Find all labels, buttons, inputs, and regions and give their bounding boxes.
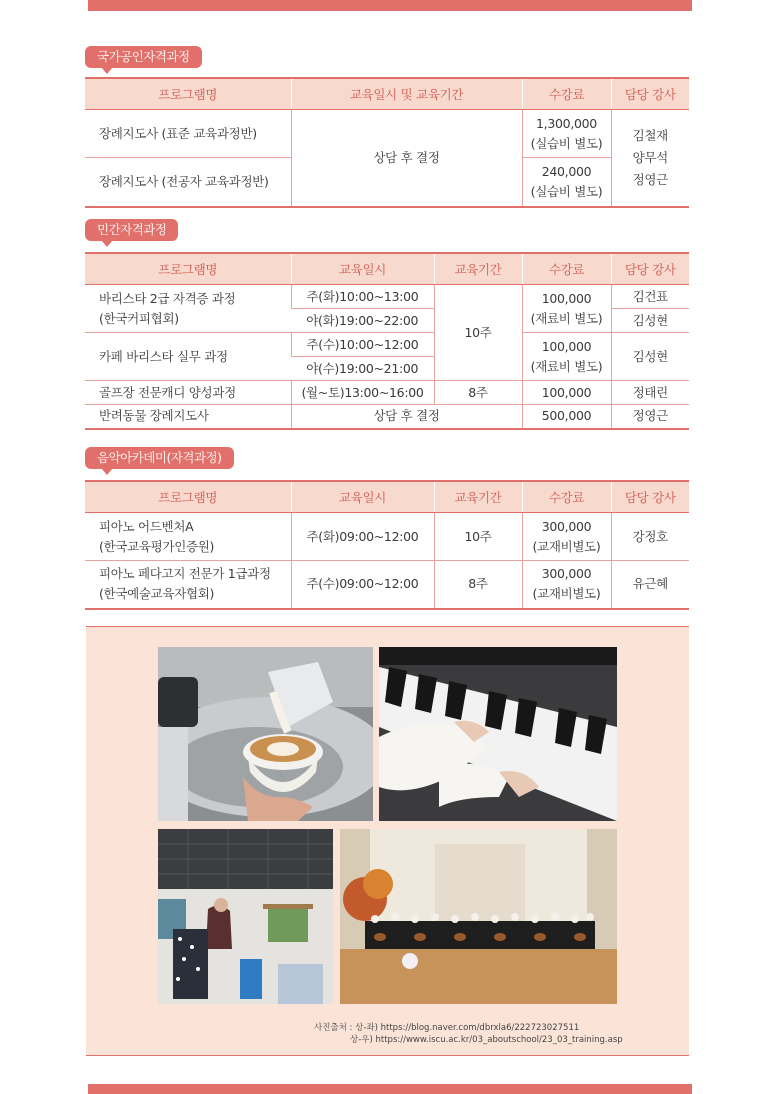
painting-class-photo: [158, 829, 333, 1004]
fee: [522, 333, 611, 381]
program-title: 피아노 페다고지 전문가 1급과정: [99, 566, 271, 582]
col-instructor: 담당 강사: [611, 253, 689, 285]
instructor-name: 김성현: [611, 309, 689, 333]
schedule: 주(화)10:00~13:00: [291, 285, 434, 309]
table-row: [85, 285, 689, 309]
top-accent-bar: [88, 0, 692, 11]
bottom-accent-bar: [88, 1084, 692, 1094]
period: 8주: [434, 561, 522, 609]
instructor-name: 김철재: [632, 127, 668, 143]
fee-note: (재료비 별도): [530, 358, 603, 374]
col-instructor: 담당 강사: [611, 481, 689, 513]
col-schedule: 교육일시: [291, 481, 434, 513]
col-schedule-period: 교육일시 및 교육기간: [291, 78, 522, 110]
schedule: (월~토)13:00~16:00: [291, 381, 434, 405]
fee: 500,000: [522, 405, 611, 429]
table-row: [85, 561, 689, 609]
schedule: 주(수)10:00~12:00: [291, 333, 434, 357]
photo-credit: [314, 1022, 623, 1046]
schedule: 야(수)19:00~21:00: [291, 357, 434, 381]
instructor-name: 정영근: [611, 405, 689, 429]
fee: 100,000: [522, 381, 611, 405]
fee: [522, 285, 611, 333]
schedule: 상담 후 결정: [291, 110, 522, 207]
program-name: [85, 561, 291, 609]
col-fee: 수강료: [522, 78, 611, 110]
program-title: 바리스타 2급 자격증 과정: [99, 290, 236, 306]
fee-note: (재료비 별도): [530, 310, 603, 326]
piano-photo: [379, 647, 617, 821]
section-tag: 민간자격과정: [85, 219, 178, 241]
instructors: [611, 110, 689, 207]
col-program-name: 프로그램명: [85, 78, 291, 110]
program-name: 반려동물 장례지도사: [85, 405, 291, 429]
schedule: 야(화)19:00~22:00: [291, 309, 434, 333]
table-row: [85, 405, 689, 429]
fee-note: (교재비별도): [532, 586, 601, 602]
program-name: 골프장 전문캐디 양성과정: [85, 381, 291, 405]
fee-amount: 300,000: [541, 566, 592, 582]
program-name: [85, 513, 291, 561]
credit-line: 상-우) https://www.iscu.ac.kr/03_aboutschool/23_03_training.asp: [350, 1035, 623, 1045]
table-row: [85, 381, 689, 405]
col-fee: 수강료: [522, 481, 611, 513]
fee: [522, 158, 611, 207]
program-org: (한국예술교육자협회): [99, 586, 215, 602]
fee-amount: 240,000: [541, 163, 592, 179]
program-table: [85, 480, 689, 610]
fee-note: (실습비 별도): [530, 183, 603, 199]
table-row: [85, 333, 689, 357]
credit-line: 사진출처 : 상-좌) https://blog.naver.com/dbrxla6/222723027511: [314, 1023, 580, 1033]
program-title: 피아노 어드벤처A: [99, 518, 194, 534]
schedule: 주(수)09:00~12:00: [291, 561, 434, 609]
table-header-row: [85, 253, 689, 285]
program-name: 카페 바리스타 실무 과정: [85, 333, 291, 381]
fee: [522, 561, 611, 609]
table-row: [85, 110, 689, 158]
instructor-name: 유근혜: [611, 561, 689, 609]
period: 8주: [434, 381, 522, 405]
instructor-name: 양무석: [632, 149, 668, 165]
fee-note: (실습비 별도): [530, 135, 603, 151]
program-table: [85, 77, 689, 208]
col-instructor: 담당 강사: [611, 78, 689, 110]
instructor-name: 김성현: [611, 333, 689, 381]
col-program-name: 프로그램명: [85, 481, 291, 513]
col-schedule: 교육일시: [291, 253, 434, 285]
fee: [522, 513, 611, 561]
col-fee: 수강료: [522, 253, 611, 285]
section-tag: 국가공인자격과정: [85, 46, 202, 68]
fee-amount: 1,300,000: [536, 115, 597, 131]
guitar-ensemble-photo: [340, 829, 617, 1004]
table-header-row: [85, 481, 689, 513]
instructor-name: 강정호: [611, 513, 689, 561]
instructor-name: 김건표: [611, 285, 689, 309]
program-name: [85, 285, 291, 333]
table-header-row: [85, 78, 689, 110]
col-period: 교육기간: [434, 481, 522, 513]
table-row: [85, 513, 689, 561]
col-program-name: 프로그램명: [85, 253, 291, 285]
program-table: [85, 252, 689, 430]
program-org: (한국커피협회): [99, 310, 179, 326]
col-period: 교육기간: [434, 253, 522, 285]
instructor-name: 정태린: [611, 381, 689, 405]
fee-amount: 300,000: [541, 518, 592, 534]
schedule: 주(화)09:00~12:00: [291, 513, 434, 561]
fee: [522, 110, 611, 158]
fee-amount: 100,000: [541, 290, 592, 306]
section-tag: 음악아카데미(자격과정): [85, 447, 234, 469]
period: 10주: [434, 513, 522, 561]
schedule: 상담 후 결정: [291, 405, 522, 429]
program-name: 장례지도사 (표준 교육과정반): [85, 110, 291, 158]
fee-amount: 100,000: [541, 338, 592, 354]
instructor-name: 정영근: [632, 171, 668, 187]
program-name: 장례지도사 (전공자 교육과정반): [85, 158, 291, 207]
program-org: (한국교육평가인증원): [99, 538, 215, 554]
barista-latte-photo: [158, 647, 373, 821]
fee-note: (교재비별도): [532, 538, 601, 554]
period: 10주: [434, 285, 522, 381]
